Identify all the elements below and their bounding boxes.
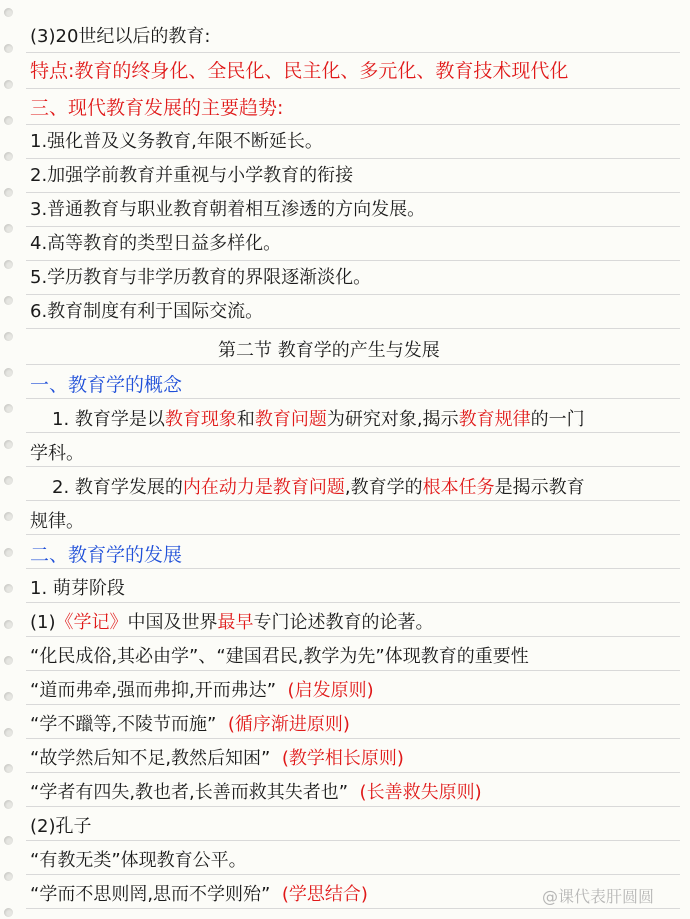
quote-text: “道而弗牵,强而弗抑,开而弗达”: [30, 680, 277, 701]
principle-label: (教学相长原则): [281, 748, 404, 769]
confucius-quote-line: [30, 850, 247, 872]
confucius-heading: (2)孔子: [30, 816, 92, 837]
text-segment: 中国及世界: [127, 612, 218, 633]
text-segment: 为研究对象,揭示: [326, 409, 459, 430]
quote-text: “学不躐等,不陵节而施”: [30, 714, 217, 735]
binder-holes: [0, 0, 18, 919]
text-segment: 是揭示教育: [494, 477, 585, 498]
confucius-quote-line: [30, 884, 368, 906]
watermark: @课代表肝圆圆: [541, 887, 654, 906]
quote-text: “有教无类”体现教育公平。: [30, 850, 247, 871]
principle-label: (循序渐进原则): [227, 714, 350, 735]
highlight-xueji: 《学记》: [55, 612, 128, 633]
highlight-earliest: 最早: [217, 612, 254, 633]
quote-line: [30, 748, 404, 770]
quote-line: [30, 782, 482, 804]
xueji-line: [30, 612, 434, 634]
principle-label: (启发原则): [287, 680, 374, 701]
features-label: 特点:: [30, 60, 75, 82]
concept-title: 一、教育学的概念: [30, 374, 183, 396]
heading-20th-century: (3)20世纪以后的教育:: [30, 26, 211, 47]
concept-2-line: [52, 477, 585, 499]
trend-item: 3.普通教育与职业教育朝着相互渗透的方向发展。: [30, 199, 426, 220]
highlight-inner-motive: 内在动力是教育问题: [182, 477, 345, 498]
quote-line: [30, 680, 374, 702]
trend-item: 1.强化普及义务教育,年限不断延长。: [30, 131, 323, 152]
section3-title: 三、现代教育发展的主要趋势:: [30, 97, 284, 119]
concept-1-line: [52, 409, 585, 431]
text-segment: 的一门: [530, 409, 585, 430]
quote-line: [30, 646, 529, 668]
principle-label: (长善救失原则): [359, 782, 482, 803]
concept-1-continuation: 学科。: [30, 443, 84, 464]
highlight-education-problem: 教育问题: [254, 409, 327, 430]
trend-item: 6.教育制度有利于国际交流。: [30, 301, 264, 322]
features-text: 教育的终身化、全民化、民主化、多元化、教育技术现代化: [74, 60, 569, 82]
principle-label: (学思结合): [281, 884, 368, 905]
highlight-education-phenomenon: 教育现象: [164, 409, 237, 430]
text-segment: ,教育学的: [344, 477, 423, 498]
quote-text: “化民成俗,其必由学”、“建国君民,教学为先”体现教育的重要性: [30, 646, 529, 667]
trend-item: 5.学历教育与非学历教育的界限逐渐淡化。: [30, 267, 372, 288]
concept-2-continuation: 规律。: [30, 511, 84, 532]
text-segment: 和: [236, 409, 255, 430]
highlight-fundamental-task: 根本任务: [422, 477, 495, 498]
text-segment: (1): [30, 612, 56, 633]
quote-line: [30, 714, 350, 736]
section-heading: 第二节 教育学的产生与发展: [218, 340, 440, 361]
trend-item: 2.加强学前教育并重视与小学教育的衔接: [30, 165, 354, 186]
quote-text: “学者有四失,教也者,长善而救其失者也”: [30, 782, 349, 803]
stage-1-heading: 1. 萌芽阶段: [30, 578, 125, 599]
develop-title: 二、教育学的发展: [30, 544, 183, 566]
text-segment: 2. 教育学发展的: [52, 477, 183, 498]
text-segment: 1. 教育学是以: [52, 409, 165, 430]
quote-text: “学而不思则罔,思而不学则殆”: [30, 884, 271, 905]
text-segment: 专门论述教育的论著。: [253, 612, 434, 633]
features-line: [30, 60, 568, 82]
trend-item: 4.高等教育的类型日益多样化。: [30, 233, 282, 254]
quote-text: “故学然后知不足,教然后知困”: [30, 748, 271, 769]
highlight-education-law: 教育规律: [458, 409, 531, 430]
